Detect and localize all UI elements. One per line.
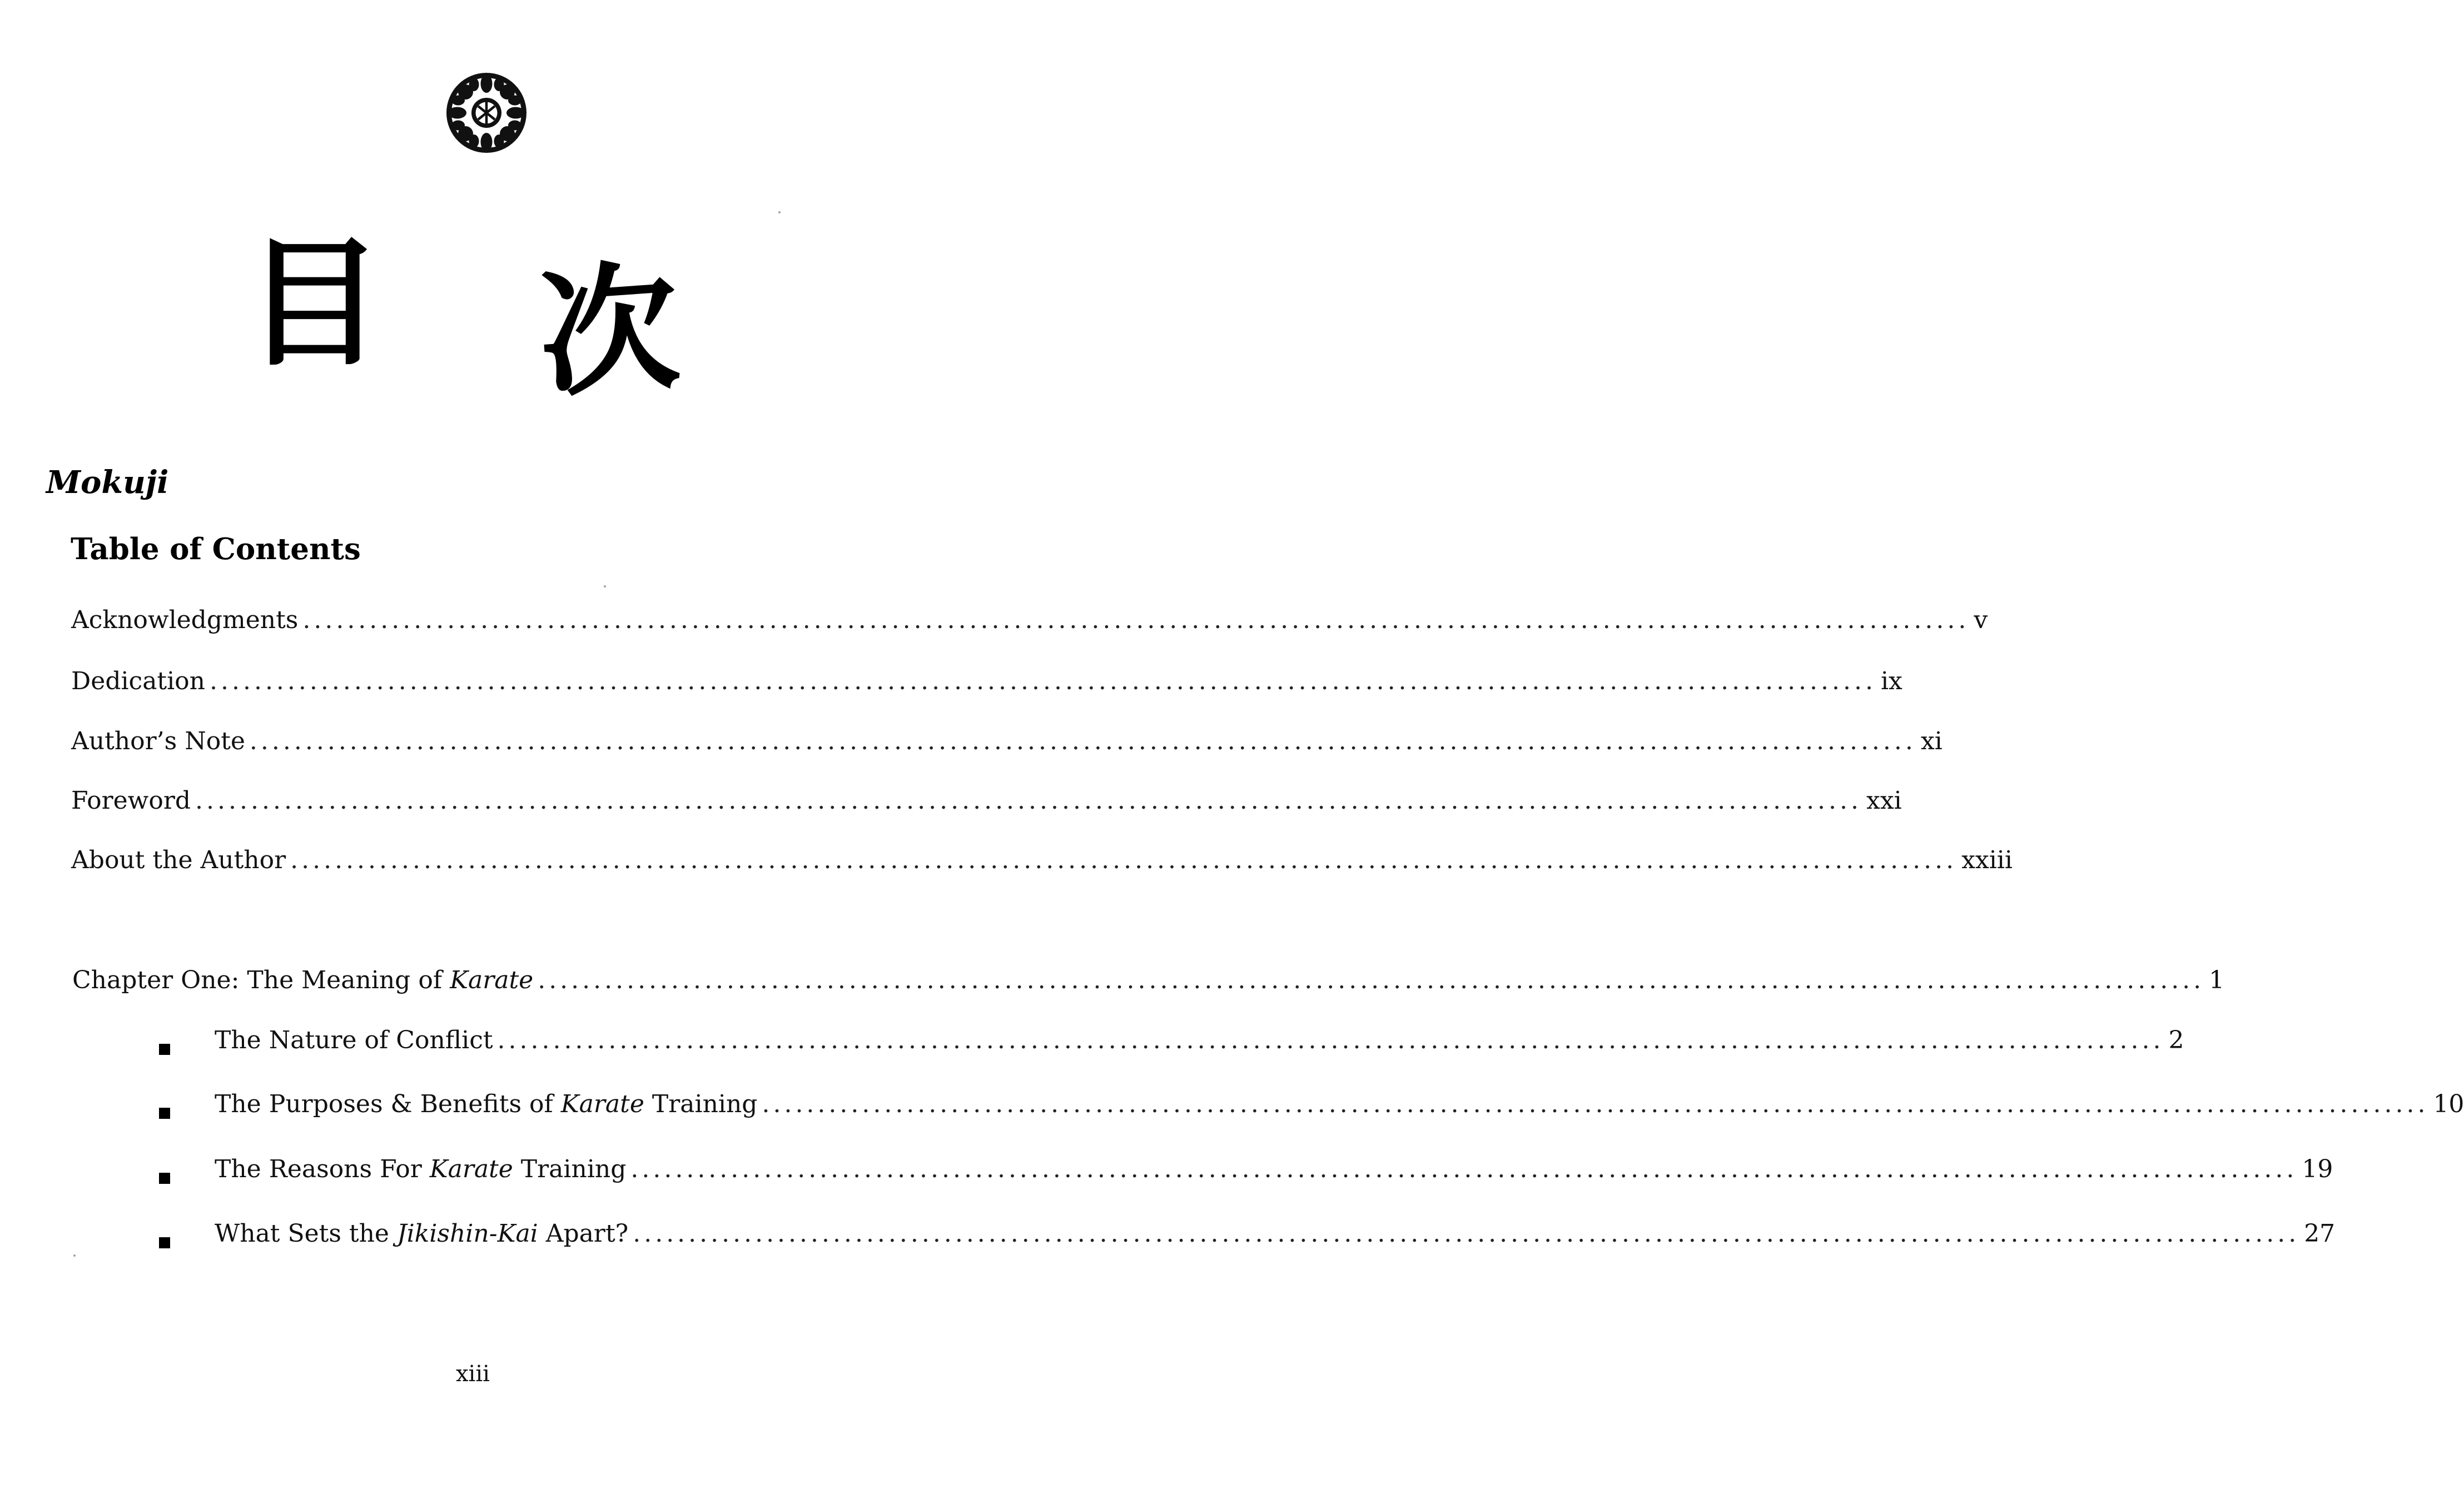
kanji-ji: 次 <box>534 244 684 417</box>
label-text-after: Training <box>644 1090 758 1118</box>
toc-entry-section[interactable] <box>215 1090 2464 1123</box>
kanji-moku: 目 <box>245 221 384 385</box>
chrysanthemum-crest-icon <box>445 71 528 155</box>
label-text-after: Apart? <box>538 1219 629 1248</box>
toc-entry-label: About the Author <box>71 846 286 874</box>
dot-leader: ...................................................................................................................................................... <box>538 966 2205 994</box>
label-italic: Karate <box>450 966 534 994</box>
toc-entry-label <box>215 1219 628 1248</box>
label-text-after: Training <box>513 1155 627 1183</box>
toc-entry-page: 10 <box>2433 1090 2464 1118</box>
toc-title: Table of Contents <box>71 532 361 566</box>
bullet-icon <box>159 1173 170 1184</box>
toc-entry-chapter-one[interactable] <box>72 966 2225 999</box>
label-italic: Karate <box>560 1090 644 1118</box>
dot-leader: ...................................................................................................................................................... <box>249 727 1916 755</box>
toc-entry-label <box>215 1155 626 1183</box>
dot-leader: ...................................................................................................................................................... <box>633 1219 2300 1248</box>
scan-speck <box>778 211 781 213</box>
toc-entry-section[interactable] <box>215 1026 2184 1059</box>
toc-entry-page: xxi <box>1866 786 1902 815</box>
toc-entry-page: v <box>1974 606 1988 634</box>
toc-entry-label: Dedication <box>71 667 206 695</box>
mokuji-heading: Mokuji <box>46 464 169 501</box>
label-text: Chapter One: The Meaning of <box>72 966 450 994</box>
dot-leader: ...................................................................................................................................................... <box>630 1155 2298 1183</box>
toc-entry-dedication[interactable] <box>71 667 1902 700</box>
toc-entry-page: 19 <box>2302 1155 2333 1183</box>
toc-entry-about-the-author[interactable] <box>71 846 2013 879</box>
scan-speck <box>73 1254 76 1257</box>
toc-entry-section[interactable] <box>215 1219 2336 1253</box>
label-text: The Purposes & Benefits of <box>215 1090 561 1118</box>
label-text: The Nature of Conflict <box>215 1026 493 1054</box>
toc-entry-label: Author’s Note <box>71 727 245 755</box>
toc-entry-label <box>215 1090 757 1118</box>
toc-entry-acknowledgments[interactable] <box>71 606 1988 639</box>
toc-entry-label <box>72 966 533 994</box>
dot-leader: ...................................................................................................................................................... <box>497 1026 2164 1054</box>
page-number: xiii <box>456 1361 490 1387</box>
toc-entry-page: xi <box>1920 727 1943 755</box>
toc-entry-label: Foreword <box>71 786 191 815</box>
toc-entry-label: Acknowledgments <box>71 606 299 634</box>
toc-entry-foreword[interactable] <box>71 786 1902 820</box>
label-text: What Sets the <box>215 1219 397 1248</box>
toc-entry-page: 1 <box>2209 966 2225 994</box>
bullet-icon <box>159 1044 170 1055</box>
dot-leader: ...................................................................................................................................................... <box>195 786 1862 815</box>
bullet-icon <box>159 1237 170 1248</box>
bleed-through-text <box>639 106 647 131</box>
dot-leader: ...................................................................................................................................................... <box>290 846 1958 874</box>
bullet-icon <box>159 1108 170 1119</box>
label-text: The Reasons For <box>215 1155 430 1183</box>
toc-entry-page: xxiii <box>1961 846 2013 874</box>
label-italic: Karate <box>429 1155 513 1183</box>
dot-leader: ...................................................................................................................................................... <box>302 606 1970 634</box>
toc-entry-page: 27 <box>2304 1219 2336 1248</box>
dot-leader: ...................................................................................................................................................... <box>762 1090 2429 1118</box>
toc-entry-label <box>215 1026 493 1054</box>
label-italic: Jikishin-Kai <box>396 1219 538 1248</box>
dot-leader: ...................................................................................................................................................... <box>210 667 1876 695</box>
toc-entry-page: ix <box>1880 667 1902 695</box>
scan-speck <box>604 585 606 587</box>
toc-entry-page: 2 <box>2168 1026 2184 1054</box>
toc-entry-authors-note[interactable] <box>71 727 1943 760</box>
toc-entry-section[interactable] <box>215 1155 2333 1188</box>
